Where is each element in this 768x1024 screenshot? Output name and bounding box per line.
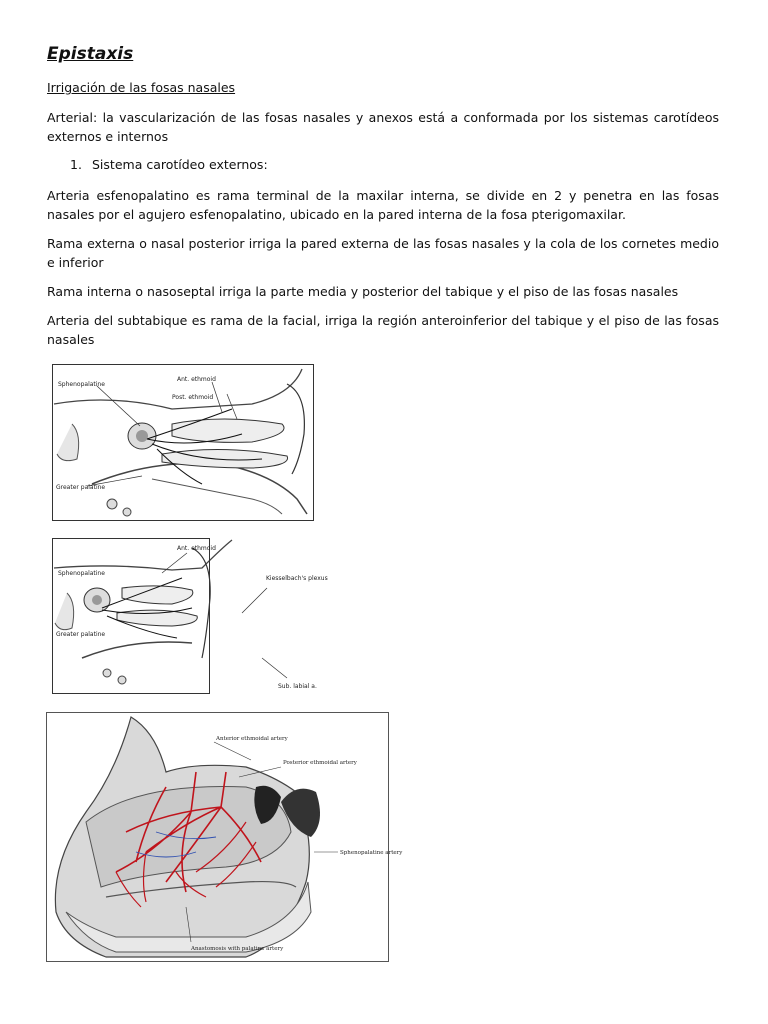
label-sphenopalatine: Sphenopalatine bbox=[58, 570, 105, 577]
paragraph-subtabique: Arteria del subtabique es rama de la facial, irriga la región anteroinferior del tabique y el piso de las fosas nasales bbox=[47, 313, 719, 347]
label-greater-palatine: Greater palatine bbox=[56, 484, 106, 491]
label-greater-palatine: Greater palatine bbox=[56, 631, 106, 638]
label-kiesselbach: Kiesselbach's plexus bbox=[266, 575, 328, 582]
paragraph-rama-externa: Rama externa o nasal posterior irriga la pared externa de las fosas nasales y la cola de los cornetes medio e inferior bbox=[47, 236, 719, 270]
section-subtitle: Irrigación de las fosas nasales bbox=[47, 80, 236, 95]
paragraph-rama-interna: Rama interna o nasoseptal irriga la parte media y posterior del tabique y el piso de las fosas nasales bbox=[47, 284, 679, 299]
figure-nasal-arteries-2 bbox=[52, 538, 328, 694]
page-title: Epistaxis bbox=[47, 44, 134, 64]
label-posterior-ethmoidal: Posterior ethmoidal artery bbox=[283, 760, 357, 766]
label-ant-ethmoid: Ant. ethmoid bbox=[177, 376, 216, 383]
list-number: 1. bbox=[70, 157, 82, 172]
label-sub-labial: Sub. labial a. bbox=[278, 683, 317, 690]
figure-nasal-arteries-1 bbox=[52, 364, 314, 521]
paragraph-arterial: Arterial: la vascularización de las fosas nasales y anexos está a conformada por los sistemas carotídeos externos e internos bbox=[47, 110, 719, 144]
figure-nasal-arteries-3 bbox=[46, 712, 403, 962]
label-anterior-ethmoidal: Anterior ethmoidal artery bbox=[216, 736, 288, 742]
label-anastomosis: Anastomosis with palatine artery bbox=[191, 946, 284, 952]
label-ant-ethmoid: Ant. ethmoid bbox=[177, 545, 216, 552]
label-sphenopalatine: Sphenopalatine bbox=[58, 381, 105, 388]
label-post-ethmoid: Post. ethmoid bbox=[172, 394, 214, 401]
list-text: Sistema carotídeo externos: bbox=[92, 157, 268, 172]
paragraph-esfenopalatino: Arteria esfenopalatino es rama terminal de la maxilar interna, se divide en 2 y penetra en las fosas nasales por el agujero esfenopalatino, ubicado en la pared interna de la fosa pterigomaxilar. bbox=[47, 188, 719, 222]
label-sphenopalatine: Sphenopalatine artery bbox=[340, 850, 403, 856]
list-item bbox=[70, 157, 268, 172]
